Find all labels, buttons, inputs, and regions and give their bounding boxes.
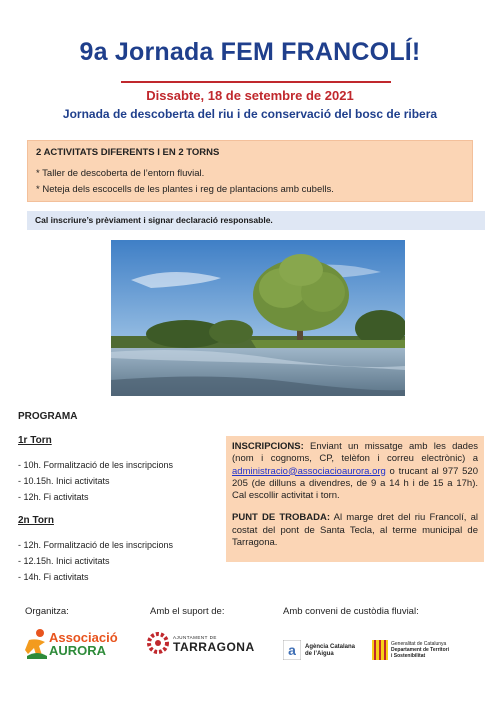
activity-item: * Neteja dels escocells de les plantes i reg de plantacions amb cubells.	[36, 184, 334, 195]
torn-1-item: - 10h. Formalització de les inscripcions	[18, 460, 174, 470]
torn-2-title: 2n Torn	[18, 515, 54, 526]
aca-logo	[283, 640, 368, 662]
torn-2-item: - 12h. Formalització de les inscripcions	[18, 540, 174, 550]
aurora-name-1: Associació	[49, 630, 118, 645]
torn-1-item: - 10.15h. Inici activitats	[18, 476, 110, 486]
torn-1-title: 1r Torn	[18, 435, 52, 446]
title-divider	[121, 81, 391, 83]
torn-2-item: - 12.15h. Inici activitats	[18, 556, 110, 566]
tarragona-emblem-icon	[147, 632, 169, 654]
aca-line-1: Agència Catalana	[305, 644, 356, 650]
meeting-paragraph	[232, 512, 478, 549]
activity-item: * Taller de descoberta de l’entorn fluvial.	[36, 168, 205, 179]
torn-2-item: - 14h. Fi activitats	[18, 572, 89, 582]
generalitat-flag-icon	[372, 640, 388, 660]
inscriptions-text-after: o trucant al 977 520 205 (de dilluns a divendres, de 9 a 14 h i de 15 a 17h). Cal escollir activitat i torn.	[232, 465, 478, 502]
activities-heading: 2 ACTIVITATS DIFERENTS I EN 2 TORNS	[36, 147, 220, 158]
generalitat-logo	[372, 640, 487, 662]
aca-line-2: de l’Aigua	[305, 651, 334, 657]
tarragona-small: AJUNTAMENT DE	[173, 635, 217, 640]
inscriptions-paragraph	[232, 441, 478, 502]
organitza-label: Organitza:	[25, 606, 69, 617]
torn-1-item: - 12h. Fi activitats	[18, 492, 89, 502]
inscriptions-label: INSCRIPCIONS:	[232, 441, 304, 452]
generalitat-line-3: i Sostenibilitat	[391, 653, 426, 659]
svg-text:a: a	[288, 642, 296, 658]
event-subtitle: Jornada de descoberta del riu i de conservació del bosc de ribera	[62, 107, 438, 121]
aurora-logo	[25, 628, 125, 662]
event-date: Dissabte, 18 de setembre de 2021	[146, 88, 354, 103]
activities-box	[27, 140, 473, 202]
generalitat-line-2: Departament de Territori	[391, 647, 449, 653]
conveni-label: Amb conveni de custòdia fluvial:	[283, 606, 419, 617]
aca-drop-icon	[283, 640, 301, 660]
email-link[interactable]: administracio@associacioaurora.org	[232, 465, 386, 477]
page-title: 9a Jornada FEM FRANCOLÍ!	[79, 38, 421, 66]
generalitat-line-1: Generalitat de Catalunya	[391, 641, 447, 647]
river-landscape-photo	[111, 240, 405, 396]
inscriptions-text: Enviant un missatge amb les dades (nom i cognoms, CP, telèfon i correu electrònic) a	[232, 441, 478, 465]
programa-title: PROGRAMA	[18, 411, 78, 422]
tarragona-logo	[147, 632, 255, 658]
registration-notice: Cal inscriure’s prèviament i signar declaració responsable.	[27, 211, 485, 230]
inscriptions-box	[226, 436, 484, 562]
aurora-figure-icon	[25, 628, 49, 660]
tarragona-big: TARRAGONA	[173, 640, 255, 654]
suport-label: Amb el suport de:	[150, 606, 225, 617]
meeting-text: Al marge dret del riu Francolí, al costat del pont de Santa Tecla, al terme municipal de Tarragona.	[232, 512, 478, 549]
meeting-label: PUNT DE TROBADA:	[232, 512, 331, 524]
aurora-name-2: AURORA	[49, 643, 107, 658]
